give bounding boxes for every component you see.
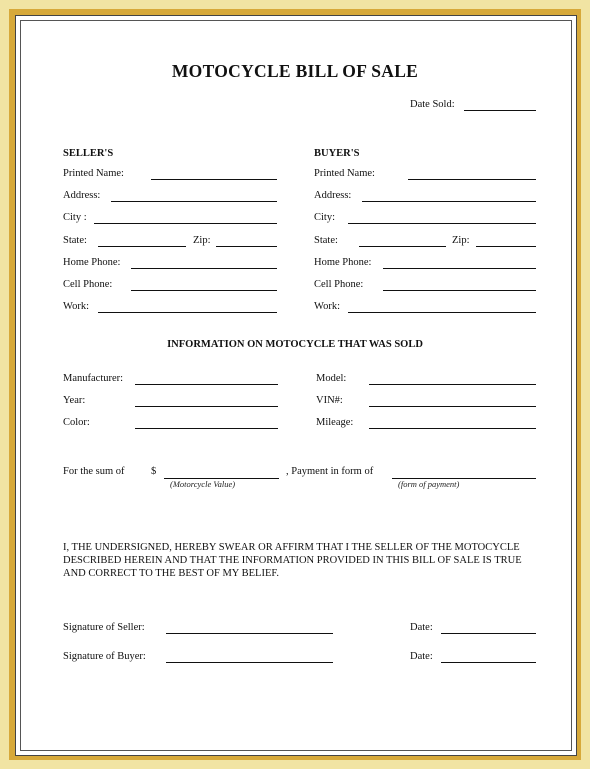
- payment-form-caption: (form of payment): [398, 479, 460, 489]
- seller-signature-field[interactable]: [166, 633, 333, 634]
- buyer-city-label: City:: [314, 212, 336, 223]
- manufacturer-field[interactable]: [135, 384, 278, 385]
- buyer-signature-label: Signature of Buyer:: [63, 651, 146, 662]
- seller-home-phone-label: Home Phone:: [63, 257, 121, 268]
- year-field[interactable]: [135, 406, 278, 407]
- seller-city-label: City :: [63, 212, 87, 223]
- buyer-state-field[interactable]: [359, 246, 446, 247]
- currency-symbol: $: [151, 466, 157, 477]
- seller-work-label: Work:: [63, 301, 89, 312]
- mileage-label: Mileage:: [316, 417, 354, 428]
- date-sold-field[interactable]: [464, 110, 536, 111]
- buyer-address-label: Address:: [314, 190, 352, 201]
- document-page: [15, 15, 577, 756]
- buyer-home-phone-label: Home Phone:: [314, 257, 372, 268]
- motorcycle-info-heading: INFORMATION ON MOTOCYCLE THAT WAS SOLD: [167, 339, 423, 350]
- buyer-cell-phone-field[interactable]: [383, 290, 536, 291]
- buyer-address-field[interactable]: [362, 201, 536, 202]
- buyer-city-field[interactable]: [348, 223, 536, 224]
- model-label: Model:: [316, 373, 347, 384]
- seller-work-field[interactable]: [98, 312, 277, 313]
- buyer-date-label: Date:: [410, 651, 433, 662]
- payment-form-label: , Payment in form of: [286, 466, 374, 477]
- seller-heading: SELLER'S: [63, 148, 114, 159]
- model-field[interactable]: [369, 384, 536, 385]
- color-field[interactable]: [135, 428, 278, 429]
- seller-date-label: Date:: [410, 622, 433, 633]
- seller-state-label: State:: [63, 235, 87, 246]
- motorcycle-value-caption: (Motorcycle Value): [170, 479, 236, 489]
- buyer-cell-phone-label: Cell Phone:: [314, 279, 364, 290]
- seller-home-phone-field[interactable]: [131, 268, 277, 269]
- buyer-zip-field[interactable]: [476, 246, 536, 247]
- vin-label: VIN#:: [316, 395, 343, 406]
- seller-printed-name-label: Printed Name:: [63, 168, 124, 179]
- buyer-home-phone-field[interactable]: [383, 268, 536, 269]
- seller-address-label: Address:: [63, 190, 101, 201]
- buyer-signature-field[interactable]: [166, 662, 333, 663]
- sum-label: For the sum of: [63, 466, 125, 477]
- date-sold-label: Date Sold:: [410, 99, 455, 110]
- buyer-printed-name-label: Printed Name:: [314, 168, 375, 179]
- document-title: MOTOCYCLE BILL OF SALE: [171, 61, 419, 81]
- seller-date-field[interactable]: [441, 633, 536, 634]
- seller-city-field[interactable]: [94, 223, 277, 224]
- seller-signature-label: Signature of Seller:: [63, 622, 145, 633]
- buyer-zip-label: Zip:: [452, 235, 470, 246]
- buyer-work-field[interactable]: [348, 312, 536, 313]
- year-label: Year:: [63, 395, 86, 406]
- affirmation-statement: I, THE UNDERSIGNED, HEREBY SWEAR OR AFFIRM THAT I THE SELLER OF THE MOTOCYCLE DESCRIBED HEREIN AND THAT THE INFORMATION PROVIDED IN THIS BILL OF SALE IS TRUE AND CORRECT TO THE BEST OF MY BELIEF.: [63, 542, 522, 579]
- buyer-date-field[interactable]: [441, 662, 536, 663]
- mileage-field[interactable]: [369, 428, 536, 429]
- seller-printed-name-field[interactable]: [151, 179, 277, 180]
- buyer-heading: BUYER'S: [314, 148, 360, 159]
- color-label: Color:: [63, 417, 90, 428]
- seller-zip-field[interactable]: [216, 246, 277, 247]
- manufacturer-label: Manufacturer:: [63, 373, 124, 384]
- seller-cell-phone-label: Cell Phone:: [63, 279, 113, 290]
- buyer-printed-name-field[interactable]: [408, 179, 536, 180]
- seller-zip-label: Zip:: [193, 235, 211, 246]
- seller-address-field[interactable]: [111, 201, 277, 202]
- buyer-work-label: Work:: [314, 301, 340, 312]
- buyer-state-label: State:: [314, 235, 338, 246]
- seller-cell-phone-field[interactable]: [131, 290, 277, 291]
- vin-field[interactable]: [369, 406, 536, 407]
- seller-state-field[interactable]: [98, 246, 186, 247]
